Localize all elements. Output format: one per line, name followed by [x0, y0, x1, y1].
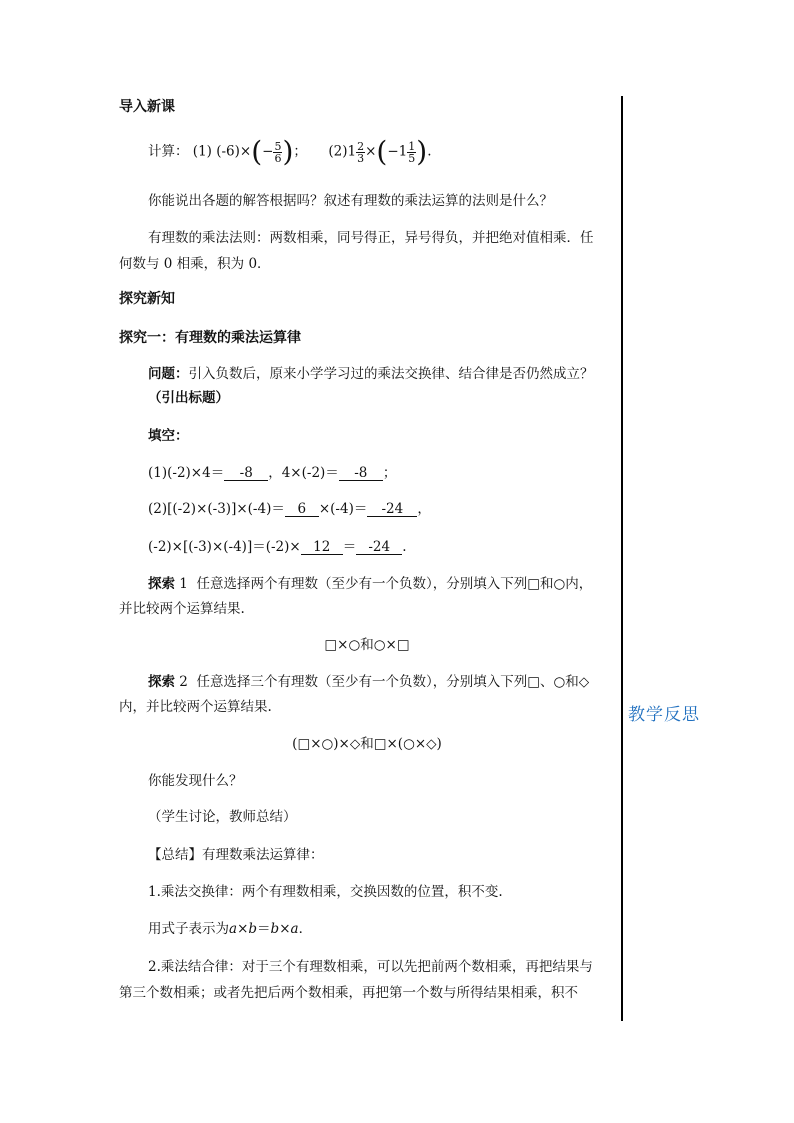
explore-1-formula: □×○和○×□ — [324, 637, 410, 653]
explore-2-text: 任意选择三个有理数（至少有一个负数），分别填入下列□、○和◇ — [196, 674, 590, 690]
op-times: × — [237, 921, 249, 937]
law-1-expr-pre: 用式子表示为 — [148, 921, 229, 937]
heading-explore-one: 探究一：有理数的乘法运算律 — [119, 330, 301, 346]
calc-sep: ； — [293, 143, 307, 160]
heading-intro: 导入新课 — [119, 99, 175, 115]
fraction-denominator: 5 — [408, 151, 416, 165]
question-rule: 你能说出各题的解答根据吗？叙述有理数的乘法运算的法则是什么？ — [148, 193, 553, 209]
calc-label: 计算： — [148, 143, 189, 160]
fraction-numerator: 1 — [408, 139, 416, 153]
fill-1-end: ； — [382, 465, 397, 481]
calc-part2-whole: 1 — [347, 143, 357, 160]
fraction-denominator: 6 — [274, 151, 282, 165]
fraction-numerator: 5 — [274, 139, 282, 153]
fill-item-2 — [148, 500, 431, 518]
explore-1-line-2: 并比较两个运算结果. — [119, 601, 245, 617]
fill-item-1 — [148, 464, 396, 482]
explore-2-num: 2 — [179, 674, 188, 690]
calc-part1-prefix: (1) — [192, 143, 212, 160]
var-b: b — [248, 921, 258, 937]
rule-line-2: 何数与 0 相乘，积为 0． — [119, 256, 271, 272]
heading-explore: 探究新知 — [119, 291, 175, 307]
calc-line — [148, 135, 432, 168]
explore-1-line-1 — [148, 575, 592, 593]
fill-2-text-a: (2)[(-2)×(-3)]×(-4)＝ — [148, 501, 285, 517]
law-1-expression — [148, 920, 312, 938]
question-discover: 你能发现什么？ — [148, 773, 243, 789]
paren-open: ( — [376, 135, 388, 168]
summary-tag: 【总结】 — [148, 847, 202, 863]
problem-line-1 — [148, 365, 594, 383]
table-border-right — [622, 96, 623, 1021]
fill-1-blank-2: -8 — [339, 466, 383, 481]
explore-2-line-1 — [148, 673, 589, 691]
fill-item-3 — [148, 538, 407, 556]
explore-2-label: 探索 — [148, 674, 175, 690]
fill-1-blank-1: -8 — [224, 466, 268, 481]
fill-1-text-c: ，4×(-2)＝ — [268, 465, 339, 481]
explore-1-num: 1 — [179, 576, 188, 592]
var-a: a — [290, 921, 299, 937]
law-2-line-1: 2.乘法结合律：对于三个有理数相乘，可以先把前两个数相乘，再把结果与 — [148, 959, 593, 975]
fill-2-blank-1: 6 — [285, 502, 319, 517]
problem-text: 引入负数后，原来小学学习过的乘法交换律、结合律是否仍然成立？ — [188, 366, 594, 382]
fill-label: 填空： — [148, 428, 189, 444]
law-2-line-2: 第三个数相乘；或者先把后两个数相乘，再把第一个数与所得结果相乘，积不 — [119, 985, 578, 1001]
fill-3-text-a: (-2)×[(-3)×(-4)]＝(-2)× — [148, 539, 301, 555]
law-1-expr-end: ． — [298, 921, 313, 937]
summary-line — [148, 846, 324, 864]
calc-part2-prefix: (2) — [328, 143, 348, 160]
fill-2-text-c: ×(-4)＝ — [318, 501, 368, 517]
fraction-denominator: 3 — [357, 151, 365, 165]
calc-part2-times: × — [365, 143, 377, 160]
fill-3-end: . — [402, 539, 407, 555]
explore-1-label: 探索 — [148, 576, 175, 592]
var-b: b — [270, 921, 280, 937]
fill-2-end: ， — [417, 501, 431, 517]
paren-open: ( — [251, 135, 263, 168]
op-times: × — [279, 921, 291, 937]
explore-2-formula: (□×○)×◇和□×(○×◇) — [292, 736, 442, 752]
rule-line-1: 有理数的乘法法则：两数相乘，同号得正，异号得负，并把绝对值相乘．任 — [148, 230, 594, 246]
calc-part1-a: (-6)× — [216, 143, 252, 160]
fraction-2-3 — [356, 141, 365, 164]
fraction-numerator: 2 — [357, 139, 365, 153]
problem-label: 问题： — [148, 366, 189, 382]
problem-line-2: （引出标题） — [148, 390, 229, 406]
paren-close: ) — [282, 135, 294, 168]
reflection-label: 教学反思 — [628, 705, 700, 725]
fraction-1-5 — [407, 141, 416, 164]
explore-1-text: 任意选择两个有理数（至少有一个负数），分别填入下列□和○内， — [196, 576, 593, 592]
op-equals: ＝ — [257, 921, 271, 937]
fill-3-text-c: ＝ — [342, 539, 357, 555]
law-1: 1.乘法交换律：两个有理数相乘，交换因数的位置，积不变. — [148, 884, 503, 900]
fill-3-blank-1: 12 — [301, 540, 343, 555]
fill-3-blank-2: -24 — [356, 540, 402, 555]
paren-close: ) — [416, 135, 428, 168]
var-a: a — [229, 921, 238, 937]
fill-2-blank-2: -24 — [367, 502, 417, 517]
calc-part1-neg: − — [262, 143, 274, 160]
discuss-note: （学生讨论，教师总结） — [148, 809, 297, 825]
explore-2-line-2: 内，并比较两个运算结果. — [119, 699, 272, 715]
summary-text: 有理数乘法运算律： — [202, 847, 324, 863]
fill-1-text-a: (1)(-2)×4＝ — [148, 465, 225, 481]
calc-end: . — [427, 143, 432, 160]
calc-part2-neg: −1 — [387, 143, 408, 160]
